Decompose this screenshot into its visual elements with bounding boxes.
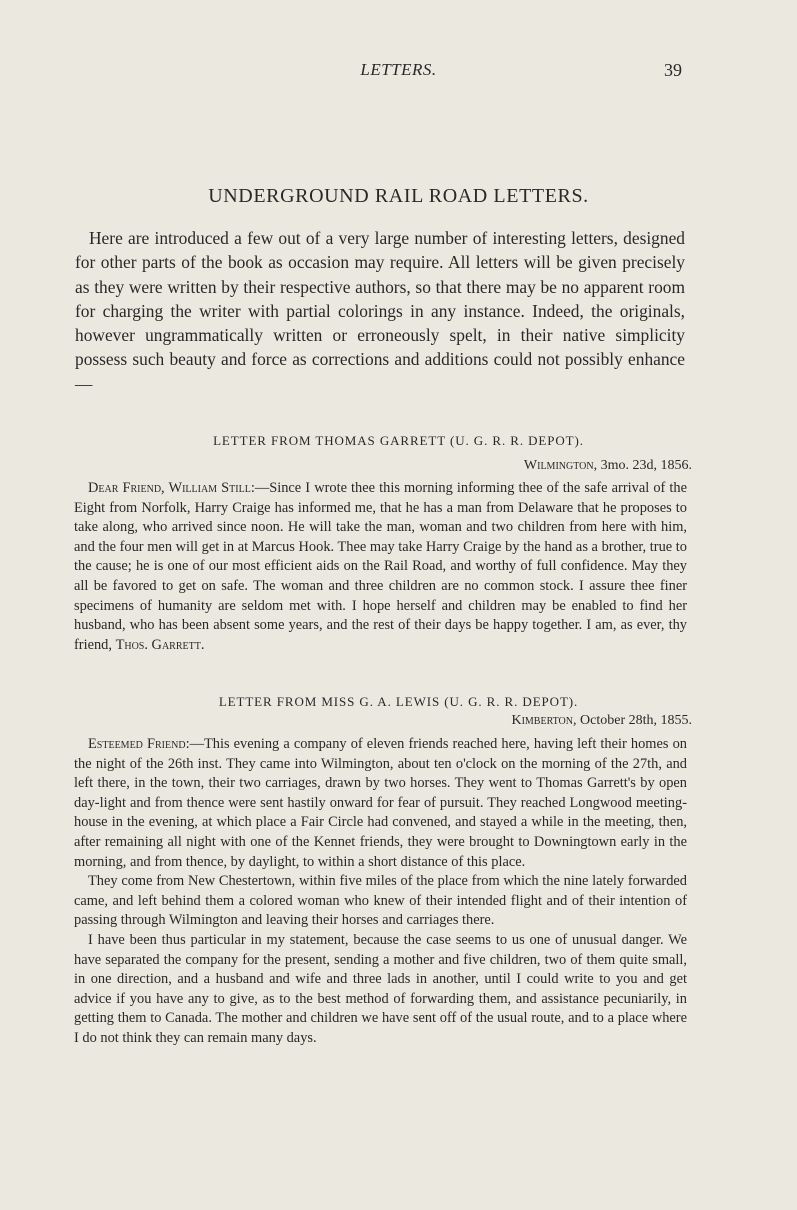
chapter-title: UNDERGROUND RAIL ROAD LETTERS. — [208, 185, 589, 207]
letter-paragraph: I have been thus particular in my statement, because the case seems to us one of unusual danger. We have separated the company for the present, sending a mother and five children, two of them quite small, in one direction, and a husband and wife and three lads in another, until I could write to you and get advice if you have any to give, as to the best method of forwarding them, and assistance pecuniarily, in getting them to Canada. The mother and children we have sent off of the usual route, and to a place where I do not think they can remain many days. — [74, 931, 687, 1046]
dateline-date: 3mo. 23d, 1856. — [597, 458, 692, 473]
intro-paragraph: Here are introduced a few out of a very large number of interesting letters, designed for other parts of the book as occasion may require. All letters will be given precisely as they were written by their respective authors, so that there may be no apparent room for charging the writer with partial colorings in any instance. Indeed, the originals, however ungrammatically written or erroneously spelt, in their native simplicity possess such beauty and force as corrections and additions could not possibly enhance— — [75, 228, 685, 394]
page-number: 39 — [664, 60, 682, 80]
signature: Thos. Garrett. — [115, 636, 205, 653]
dateline-lewis — [511, 713, 692, 729]
letter-heading-lewis: LETTER FROM MISS G. A. LEWIS (U. G. R. R. DEPOT). — [218, 694, 579, 709]
running-title: LETTERS. — [360, 60, 437, 79]
salutation: Dear Friend, William Still — [88, 480, 251, 496]
dateline-place: Wilmington, — [523, 458, 598, 473]
letter-paragraph — [74, 735, 687, 872]
dateline-garrett — [524, 458, 692, 474]
paragraph-text: :—Since I wrote thee this morning informing thee of the safe arrival of the Eight from Norfolk, Harry Craige has informed me, that he has a man from Delaware that he proposes to take along, who arrived since noon. He will take the man, woman and two children from here with him, and the four men will get in at Marcus Hook. Thee may take Harry Craige by the hand as a brother, true to the cause; he is one of our most efficient aids on the Rail Road, and worthy of full confidence. May they all be favored to get on safe. The woman and three children are no common stock. I assure thee finer specimens of humanity are seldom met with. I hope herself and children may be enabled to find her husband, who has been absent some years, and the rest of their days be happy together. I am, as ever, thy friend, — [74, 480, 687, 653]
letter-body-lewis — [74, 735, 687, 1049]
letter-heading-garrett: LETTER FROM THOMAS GARRETT (U. G. R. R. DEPOT). — [213, 433, 584, 448]
letter-body-garrett — [74, 479, 687, 655]
letter-paragraph: They come from New Chestertown, within five miles of the place from which the nine lately forwarded came, and left behind them a colored woman who knew of their intended flight and of their intention of passing through Wilmington and leaving their horses and carriages there. — [74, 873, 687, 929]
paragraph-text: :—This evening a company of eleven friends reached here, having left their homes on the night of the 26th inst. They came into Wilmington, about ten o'clock on the morning of the 27th, and left there, in the town, their two carriages, drawn by two horses. They went to Thomas Garrett's by open day-light and from thence were sent hastily onward for fear of pursuit. They reached Longwood meeting-house in the evening, at which place a Fair Circle had convened, and stayed a while in the meeting, then, after remaining all night with one of the Kennet friends, they were brought to Downingtown early in the morning, and from thence, by daylight, to within a short distance of this place. — [74, 736, 687, 870]
running-head — [0, 60, 797, 84]
letter-paragraph — [74, 479, 687, 655]
dateline-date: October 28th, 1855. — [576, 713, 692, 728]
salutation: Esteemed Friend — [88, 736, 186, 752]
dateline-place: Kimberton, — [511, 713, 577, 728]
